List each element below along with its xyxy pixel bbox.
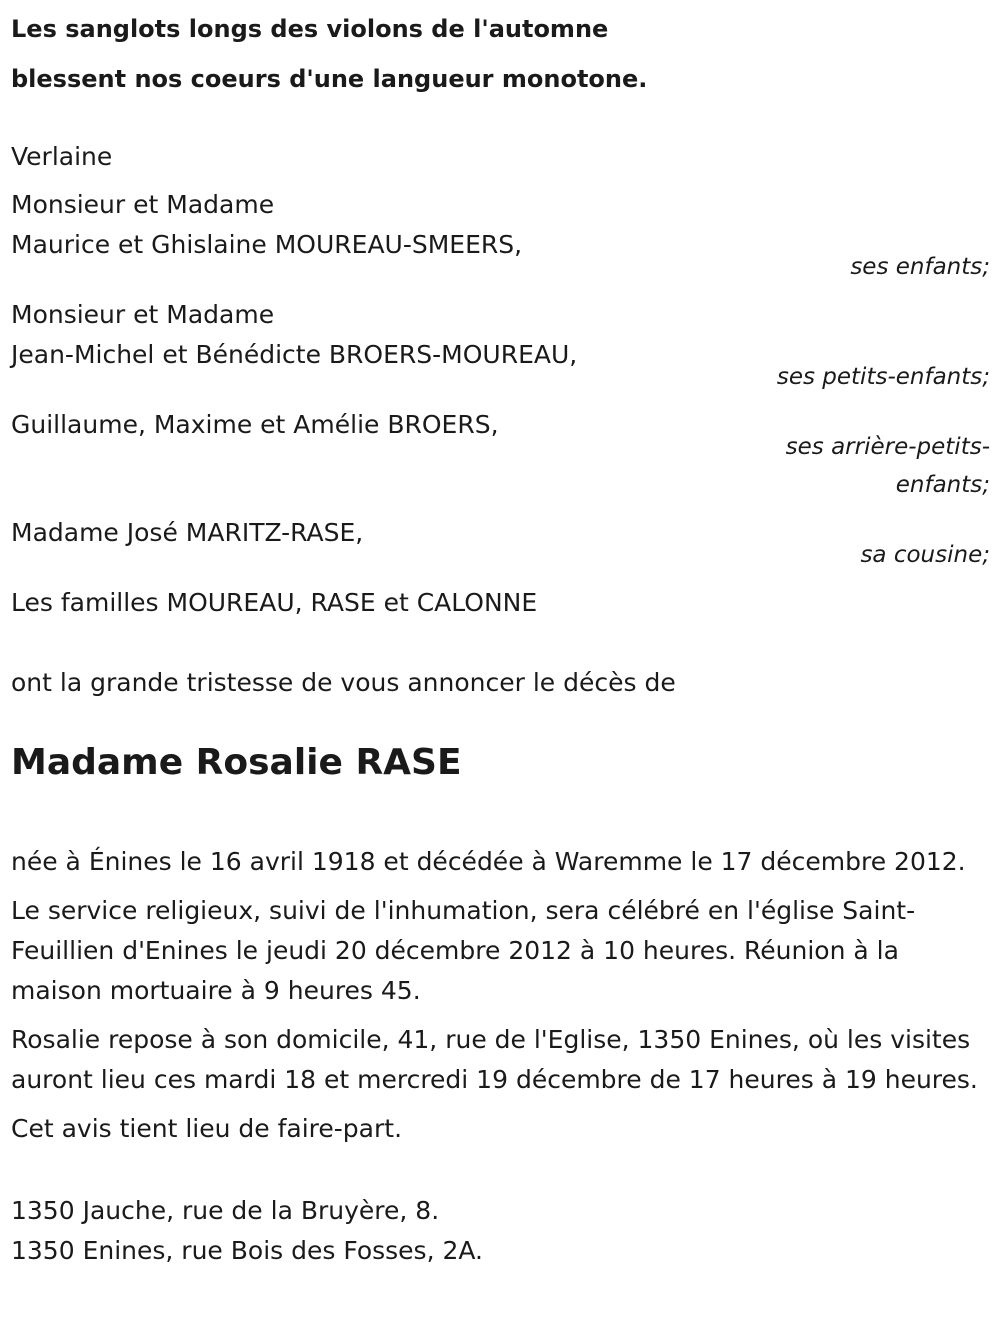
family-entry-title: Monsieur et Madame: [11, 300, 275, 329]
announcement-text: ont la grande tristesse de vous annoncer le décès de: [11, 668, 676, 697]
family-entry-names: Guillaume, Maxime et Amélie BROERS,: [11, 410, 499, 439]
service-text: Le service religieux, suivi de l'inhumation, sera célébré en l'église Saint-Feuillien d'Enines le jeudi 20 décembre 2012 à 10 heures. Réunion à la maison mortuaire à 9 heures 45.: [11, 896, 916, 1005]
family-relation: sa cousine;: [860, 542, 990, 568]
family-relation-wrap: [750, 427, 990, 505]
family-entry-grandchildren: [11, 295, 990, 397]
address-line: 1350 Enines, rue Bois des Fosses, 2A.: [11, 1236, 483, 1265]
family-relation-cont: enfants;: [895, 472, 990, 498]
family-entry-names: Maurice et Ghislaine MOUREAU-SMEERS,: [11, 230, 523, 259]
birth-death-text: née à Énines le 16 avril 1918 et décédée à Waremme le 17 décembre 2012.: [11, 847, 966, 876]
family-relation: ses arrière-petits-: [785, 434, 990, 460]
family-entry-great-grandchildren: [11, 405, 990, 505]
addresses: [11, 1191, 990, 1271]
epigraph-quote: [11, 4, 990, 104]
family-entry-children: [11, 185, 990, 287]
family-entry-cousin: [11, 513, 990, 575]
family-entry-names: Jean-Michel et Bénédicte BROERS-MOUREAU,: [11, 340, 578, 369]
quote-author: Verlaine: [11, 142, 113, 171]
extended-families: Les familles MOUREAU, RASE et CALONNE: [11, 588, 538, 617]
address-line: 1350 Jauche, rue de la Bruyère, 8.: [11, 1196, 440, 1225]
quote-line-1: Les sanglots longs des violons de l'automne: [11, 15, 609, 43]
family-entry-names: Madame José MARITZ-RASE,: [11, 518, 364, 547]
family-entry-title: Monsieur et Madame: [11, 190, 275, 219]
notice-text: Cet avis tient lieu de faire-part.: [11, 1114, 403, 1143]
family-relation: ses enfants;: [850, 254, 990, 280]
family-relation: ses petits-enfants;: [776, 364, 990, 390]
quote-line-2: blessent nos coeurs d'une langueur monotone.: [11, 65, 648, 93]
visits-text: Rosalie repose à son domicile, 41, rue de l'Eglise, 1350 Enines, où les visites auront lieu ces mardi 18 et mercredi 19 décembre de 17 heures à 19 heures.: [11, 1025, 978, 1094]
deceased-name: Madame Rosalie RASE: [11, 742, 462, 783]
